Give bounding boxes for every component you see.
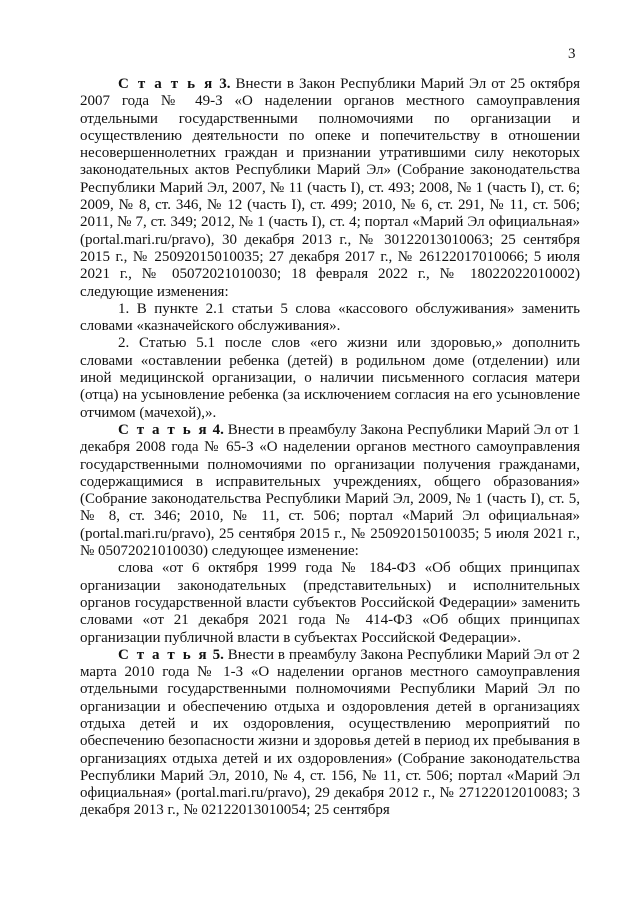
document-body: [80, 76, 580, 820]
article-text: Внести в Закон Республики Марий Эл от 25 октября 2007 года № 49-З «О наделении органов местного самоуправления отдельными государственными полномочиями по организации и осуществлению деятельности по опеке и попечительству в отношении несовершеннолетних граждан и признании утратившими силу некоторых законодательных актов Республики Марий Эл» (Собрание законодательства Республики Марий Эл, 2007, № 11 (часть I), ст. 493; 2008, № 1 (часть I), ст. 6; 2009, № 8, ст. 346, № 12 (часть I), ст. 499; 2010, № 6, ст. 291, № 11, ст. 506; 2011, № 7, ст. 349; 2012, № 1 (часть I), ст. 4; портал «Марий Эл официальная» (portal.mari.ru/pravo), 30 декабря 2013 г., № 30122013010063; 25 сентября 2015 г., № 25092015010035; 27 декабря 2017 г., № 26122017010066; 5 июля 2021 г., № 05072021010030; 18 февраля 2022 г., № 18022022010002) следующие изменения:: [80, 76, 581, 300]
article-text: Внести в преамбулу Закона Республики Марий Эл от 1 декабря 2008 года № 65-З «О наделении органов местного самоуправления государственными полномочиями по организации получения гражданами, содержащимися в исправительных учреждениях, общего образования» (Собрание законодательства Республики Марий Эл, 2009, № 1 (часть I), ст. 5, № 8, ст. 346; 2010, № 11, ст. 506; портал «Марий Эл официальная» (portal.mari.ru/pravo), 25 сентября 2015 г., № 25092015010035; 5 июля 2021 г., № 05072021010030) следующее изменение:: [80, 421, 580, 560]
article-4-paragraph: [80, 422, 580, 560]
item-text: 2. Статью 5.1 после слов «его жизни или здоровью,» дополнить словами «оставлении ребенка (детей) в родильном доме (отделении) или иной медицинской организации, о наличии письменного согласия матери (отца) на усыновление ребенка (за исключением согласия на его усыновление отчимом (мачехой),».: [80, 335, 580, 421]
article-label: С т а т ь я: [118, 76, 215, 92]
article-number: 3.: [219, 76, 231, 92]
page-number: 3: [568, 46, 576, 62]
article-4-change: [80, 560, 580, 646]
article-number: 5.: [212, 646, 224, 663]
article-3-paragraph: [80, 76, 580, 301]
article-text: Внести в преамбулу Закона Республики Марий Эл от 2 марта 2010 года № 1-З «О наделении органов местного самоуправления отдельными государственными полномочиями Республики Марий Эл по организации и обеспечению отдыха и оздоровления детей в организациях отдыха детей и их оздоровления, осуществлению мероприятий по обеспечению безопасности жизни и здоровья детей в период их пребывания в организациях отдыха детей и их оздоровления» (Собрание законодательства Республики Марий Эл, 2010, № 4, ст. 156, № 11, ст. 506; портал «Марий Эл официальная» (portal.mari.ru/pravo), 29 декабря 2012 г., № 27122012010083; 3 декабря 2013 г., № 02122013010054; 25 сентября: [80, 646, 580, 819]
article-3-item-2: [80, 335, 580, 421]
item-text: слова «от 6 октября 1999 года № 184-ФЗ «Об общих принципах организации законодательных (представительных) и исполнительных органов государственной власти субъектов Российской Федерации» заменить словами «от 21 декабря 2021 года № 414-ФЗ «Об общих принципах организации публичной власти в субъектах Российской Федерации».: [80, 560, 580, 646]
article-3-item-1: [80, 301, 580, 336]
article-5-paragraph: [80, 647, 580, 820]
article-label: С т а т ь я: [118, 646, 209, 663]
article-number: 4.: [212, 421, 224, 438]
item-text: 1. В пункте 2.1 статьи 5 слова «кассового обслуживания» заменить словами «казначейского обслуживания».: [80, 300, 580, 335]
article-label: С т а т ь я: [118, 421, 209, 438]
